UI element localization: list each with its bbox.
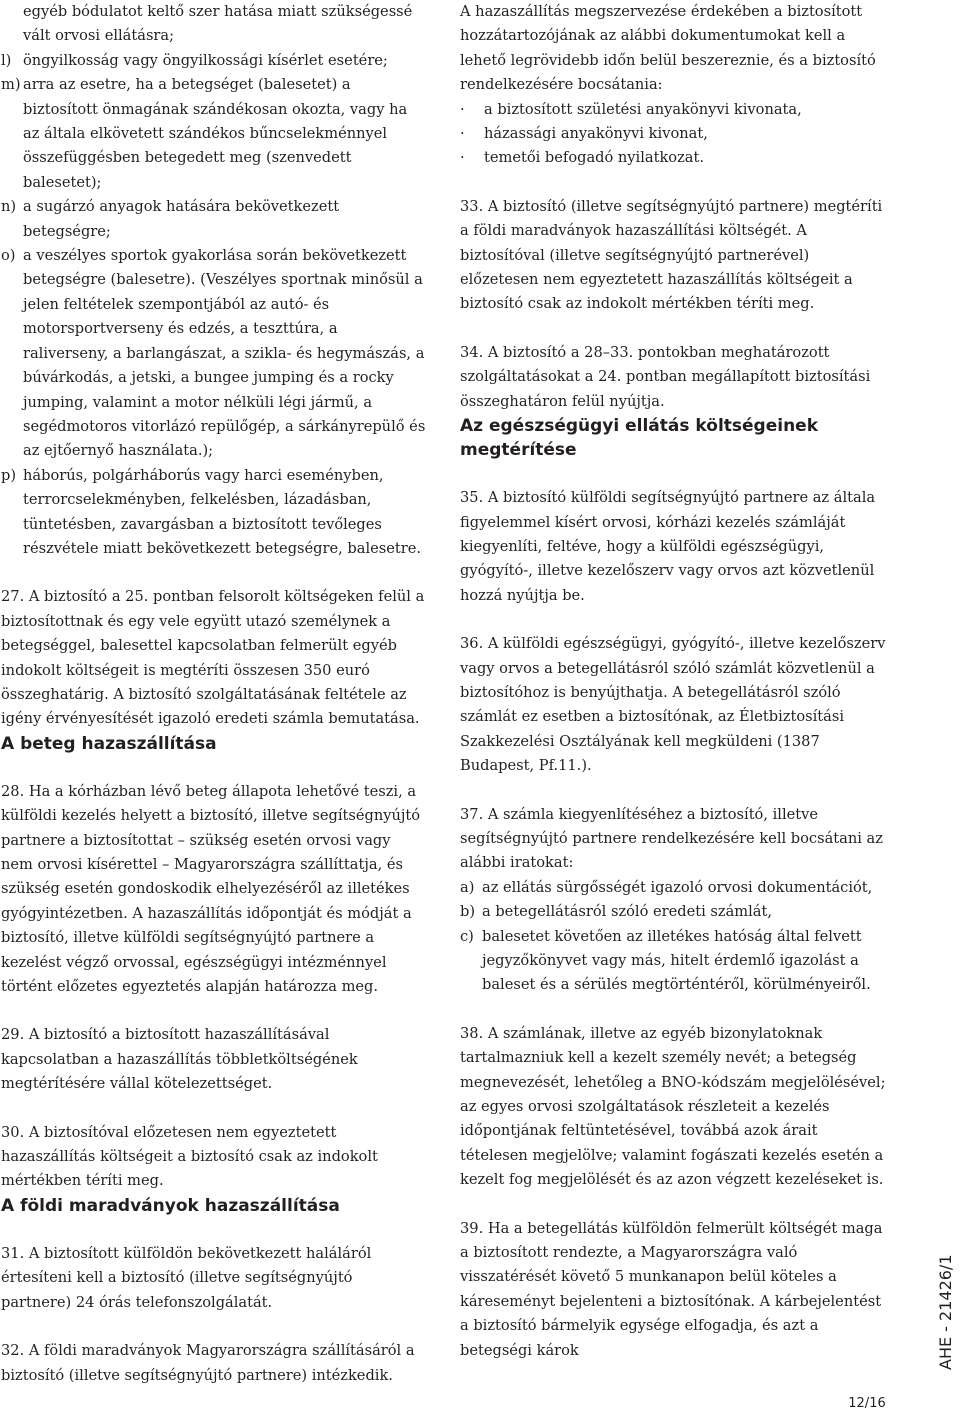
section-32: 32. A földi maradványok Magyarországra szállításáról a biztosító (illetve segítségnyújtó partnere) intézkedik. — [1, 1342, 415, 1384]
section-31: 31. A biztosított külföldön bekövetkezett haláláról értesíteni kell a biztosító (illetve segítségnyújtó partnere) 24 órás telefonszolgálatát. — [1, 1244, 372, 1311]
doc-list-text: házassági anyakönyvi kivonat, — [484, 125, 708, 143]
list-text: a betegellátásról szóló eredeti számlát, — [482, 903, 773, 921]
page-number: 12/16 — [848, 1396, 886, 1411]
document-code: AHE - 21426/1 — [936, 1254, 955, 1370]
list-label: b) — [460, 903, 476, 921]
list-text: balesetet követően az illetékes hatóság által felvett jegyzőkönyvet vagy más, hitelt érdemlő igazolást a baleset és a sérülés megtörténtéről, körülményeiről. — [482, 927, 871, 994]
list-text: öngyilkosság vagy öngyilkossági kísérlet esetére; — [23, 51, 388, 69]
heading-healthcare-costs: Az egészségügyi ellátás költségeinek megtérítése — [460, 416, 819, 461]
list-label: n) — [1, 198, 17, 216]
list-item-37b — [460, 900, 888, 924]
section-37: 37. A számla kiegyenlítéséhez a biztosító, illetve segítségnyújtó partnere rendelkezésére kell bocsátani az alábbi iratokat: — [460, 805, 883, 872]
section-38: 38. A számlának, illetve az egyéb bizonylatoknak tartalmazniuk kell a kezelt személy nevét; a betegség megnevezését, lehetőleg a BNO-kódszám megjelölésével; az egyes orvosi szolgáltatások részleteit a kezelés időpontjának feltüntetésével, továbbá azok árait tételesen megjelölve; valamint fogászati kezelés esetén a kezelt fog megjelölését és az azon végzett kezeléseket is. — [460, 1024, 886, 1189]
section-39: 39. Ha a betegellátás külföldön felmerült költségét maga a biztosított rendezte, a Magyarországra való visszatérését követő 5 munkanapon belül köteles a káreseményt bejelenteni a biztosítónak. A kárbejelentést a biztosító bármelyik egysége elfogadja, és azt a betegségi károk — [460, 1219, 883, 1359]
list-item-l — [1, 49, 426, 73]
section-36: 36. A külföldi egészségügyi, gyógyító-, illetve kezelőszerv vagy orvos a betegellátásról szóló számlát közvetlenül a biztosítóhoz is benyújthatja. A betegellátásról szóló számlát ez esetben a biztosítónak, az Életbiztosítási Szakkezelési Osztályának kell megküldeni (1387 Budapest, Pf.11.). — [460, 635, 886, 775]
list-text: az ellátás sürgősségét igazoló orvosi dokumentációt, — [482, 878, 873, 896]
list-text: a sugárzó anyagok hatására bekövetkezett betegségre; — [23, 198, 340, 240]
list-text: háborús, polgárháborús vagy harci eseményben, terrorcselekményben, felkelésben, lázadásban, tüntetésben, zavargásban a biztosított tevőleges részvétele miatt bekövetkezett betegségre, balesetre. — [23, 466, 421, 557]
item-k-continuation: egyéb bódulatot keltő szer hatása miatt szükségessé vált orvosi ellátásra; — [23, 3, 413, 45]
list-item-p — [1, 464, 426, 562]
section-34: 34. A biztosító a 28–33. pontokban meghatározott szolgáltatásokat a 24. pontban megállapított biztosítási összeghatáron felül nyújtja. — [460, 343, 871, 410]
list-item-37a — [460, 876, 888, 900]
section-32-continuation: A hazaszállítás megszervezése érdekében a biztosított hozzátartozójának az alábbi dokumentumokat kell a lehető legrövidebb időn belül beszereznie, és a biztosító rendelkezésére bocsátania: — [460, 3, 876, 94]
doc-list-item — [460, 146, 888, 170]
heading-patient-transport: A beteg hazaszállítása — [1, 733, 217, 754]
left-column — [1, 0, 426, 1388]
list-label: a) — [460, 878, 475, 896]
list-label: c) — [460, 927, 474, 945]
doc-list-item — [460, 98, 888, 122]
section-30: 30. A biztosítóval előzetesen nem egyeztetett hazaszállítás költségeit a biztosító csak az indokolt mértékben téríti meg. — [1, 1123, 378, 1190]
list-label: l) — [1, 51, 12, 69]
list-text: a veszélyes sportok gyakorlása során bekövetkezett betegségre (balesetre). (Veszélyes sportnak minősül a jelen feltételek szempontjából az autó- és motorsportverseny és edzés, a teszttúra, a raliverseny, a barlangászat, a szikla- és hegymászás, a búvárkodás, a jetski, a bungee jumping és a rocky jumping, valamint a motor nélküli légi jármű, a segédmotoros vitorlázó repülőgép, a sárkányrepülő és az ejtőernyő használata.); — [23, 247, 426, 460]
list-label: o) — [1, 247, 16, 265]
list-label: p) — [1, 466, 17, 484]
doc-list-text: a biztosított születési anyakönyvi kivonata, — [484, 100, 802, 118]
section-27: 27. A biztosító a 25. pontban felsorolt költségeken felül a biztosítottnak és egy vele együtt utazó személynek a betegséggel, balesettel kapcsolatban felmerült egyéb indokolt költségeit is megtéríti összesen 350 euró összeghatárig. A biztosító szolgáltatásának feltétele az igény érvényesítését igazoló eredeti számla bemutatása. — [1, 588, 425, 728]
list-label: m) — [1, 76, 21, 94]
section-28: 28. Ha a kórházban lévő beteg állapota lehetővé teszi, a külföldi kezelés helyett a biztosító, illetve segítségnyújtó partnere a biztosítottat – szükség esetén orvosi vagy nem orvosi kísérettel – Magyarországra szállíttatja, és szükség esetén gondoskodik elhelyezéséről az illetékes gyógyintézetben. A hazaszállítás időpontját és módját a biztosító, illetve külföldi segítségnyújtó partnere a kezelést végző orvossal, egészségügyi intézménnyel történt előzetes egyeztetés alapján határozza meg. — [1, 782, 421, 996]
list-item-m — [1, 73, 426, 195]
right-column — [460, 0, 888, 1363]
list-item-n — [1, 195, 426, 244]
list-item-37c — [460, 925, 888, 998]
bullet-icon: · — [460, 100, 465, 118]
list-text: arra az esetre, ha a betegséget (balesetet) a biztosított önmagának szándékosan okozta, vagy ha az általa elkövetett szándékos bűncselekménnyel összefüggésben betegedett meg (szenvedett balesetet); — [23, 76, 408, 191]
bullet-icon: · — [460, 125, 465, 143]
list-item-o — [1, 244, 426, 464]
heading-remains-transport: A földi maradványok hazaszállítása — [1, 1195, 340, 1216]
section-35: 35. A biztosító külföldi segítségnyújtó partnere az általa figyelemmel kísért orvosi, kórházi kezelés számláját kiegyenlíti, feltéve, hogy a külföldi egészségügyi, gyógyító-, illetve kezelőszerv vagy orvos azt közvetlenül hozzá nyújtja be. — [460, 489, 876, 604]
doc-list-item — [460, 122, 888, 146]
doc-list-text: temetői befogadó nyilatkozat. — [484, 149, 704, 167]
section-29: 29. A biztosító a biztosított hazaszállításával kapcsolatban a hazaszállítás többletköltségének megtérítésére vállal kötelezettséget. — [1, 1026, 358, 1093]
bullet-icon: · — [460, 149, 465, 167]
section-33: 33. A biztosító (illetve segítségnyújtó partnere) megtéríti a földi maradványok hazaszállítási költségét. A biztosítóval (illetve segítségnyújtó partnerével) előzetesen nem egyeztetett hazaszállítás költségeit a biztosító csak az indokolt mértékben téríti meg. — [460, 197, 883, 313]
